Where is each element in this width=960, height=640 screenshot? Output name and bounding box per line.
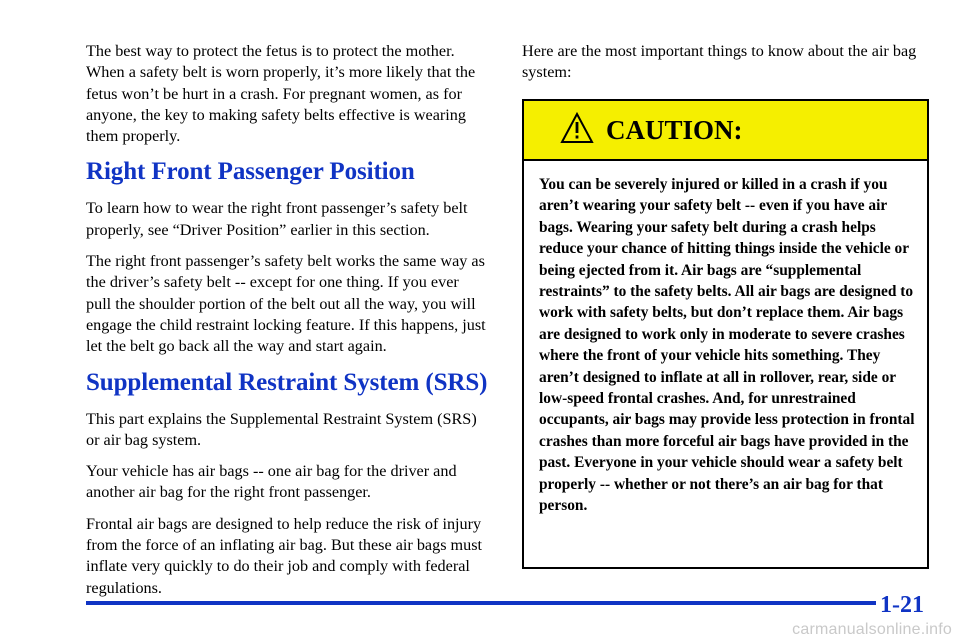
airbag-intro-paragraph: Here are the most important things to know about the air bag system: [522, 42, 917, 82]
caution-title: CAUTION: [606, 115, 743, 145]
page-number: 1-21 [880, 592, 924, 618]
section-heading-right-front-passenger: Right Front Passenger Position [86, 158, 415, 186]
caution-box [522, 99, 929, 569]
paragraph: Your vehicle has air bags -- one air bag for the driver and another air bag for the right front passenger. [86, 462, 457, 502]
section-heading-srs: Supplemental Restraint System (SRS) [86, 368, 488, 396]
left-column [86, 41, 486, 609]
paragraph: To learn how to wear the right front passenger’s safety belt properly, see “Driver Position” earlier in this section. [86, 199, 468, 239]
warning-triangle-icon [560, 112, 594, 144]
right-column [522, 41, 930, 94]
intro-paragraph: The best way to protect the fetus is to protect the mother. When a safety belt is worn properly, it’s more likely that the fetus won’t be hurt in a crash. For pregnant women, as for anyone, the key to making safety belts effective is wearing them properly. [86, 42, 476, 146]
paragraph: The right front passenger’s safety belt works the same way as the driver’s safety belt -- except for one thing. If you ever pull the shoulder portion of the belt out all the way, you will engage the child restraint locking feature. If this happens, just let the belt go back all the way and start again. [86, 252, 486, 356]
paragraph: Frontal air bags are designed to help reduce the risk of injury from the force of an inflating air bag. But these air bags must inflate very quickly to do their job and comply with federal regulations. [86, 514, 483, 597]
paragraph: This part explains the Supplemental Restraint System (SRS) or air bag system. [86, 409, 477, 449]
watermark: carmanualsonline.info [792, 621, 952, 638]
caution-text: You can be severely injured or killed in a crash if you aren’t wearing your safety belt -- even if you have air bags. Wearing your safety belt during a crash helps reduce your chance of hitting things inside the vehicle or being ejected from it. Air bags are “supplemental restraints” to the safety belts. All air bags are designed to work with safety belts, but don’t replace them. Air bags are designed to work only in moderate to severe crashes where the front of your vehicle hits something. They aren’t designed to inflate at all in rollover, rear, side or low-speed frontal crashes. And, for unrestrained occupants, air bags may provide less protection in frontal crashes than more forceful air bags have provided in the past. Everyone in your vehicle should wear a safety belt properly -- whether or not there’s an air bag for that person. [539, 176, 915, 515]
caution-header [524, 101, 927, 161]
footer-rule [86, 601, 876, 605]
